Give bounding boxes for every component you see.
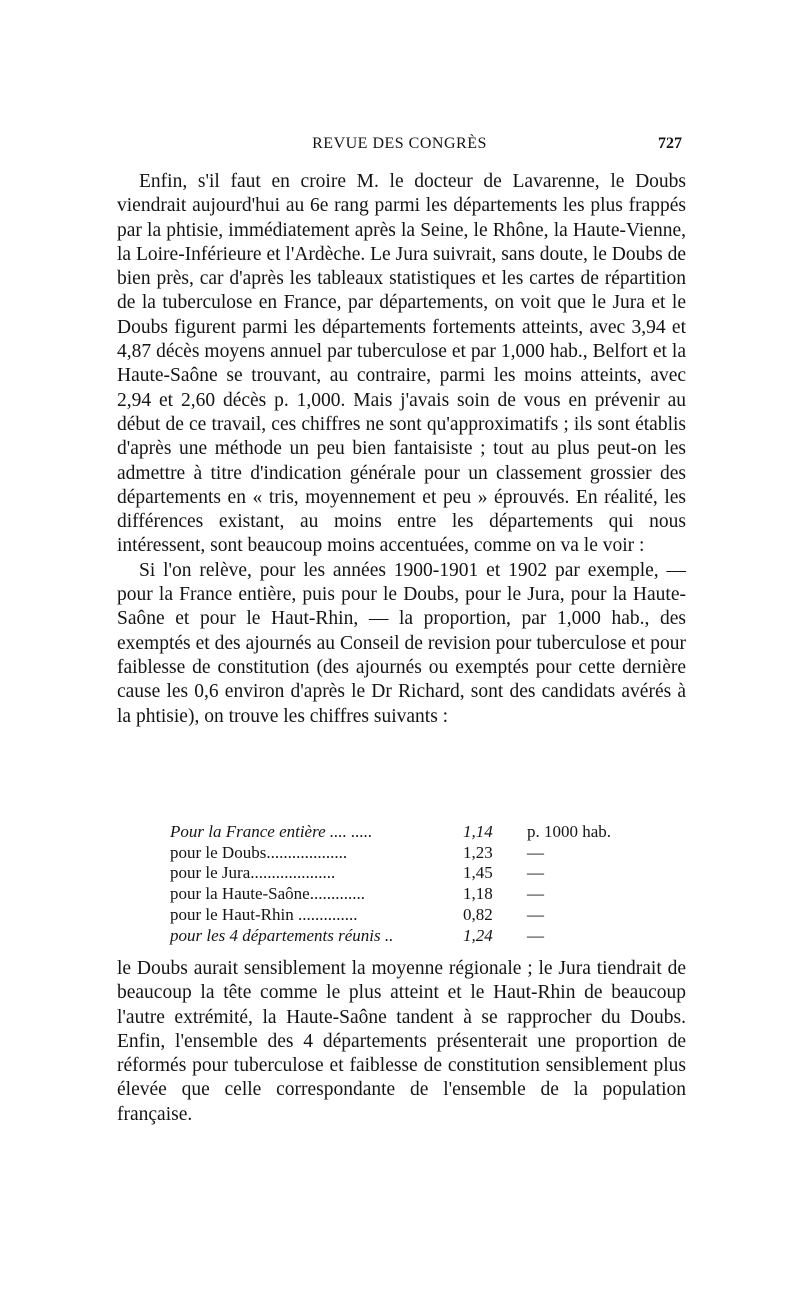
row-label: pour la Haute-Saône............. [170, 884, 365, 904]
row-value: 1,18 [463, 884, 493, 904]
row-label: pour les 4 départements réunis .. [170, 925, 394, 945]
row-unit: — [527, 884, 544, 904]
row-value: 1,23 [463, 842, 493, 862]
body-text-upper [117, 170, 686, 729]
row-unit: p. 1000 hab. [527, 822, 612, 841]
row-unit: — [527, 863, 544, 883]
running-head [117, 133, 682, 157]
row-value: 1,24 [463, 925, 493, 945]
row-unit: — [527, 842, 544, 862]
paragraph-3: le Doubs aurait sensiblement la moyenne régionale ; le Jura tiendrait de beaucoup la tête comme le plus atteint et le Haut-Rhin de beaucoup l'autre extrémité, la Haute-Saône tandent à se rapprocher du Doubs. Enfin, l'ensemble des 4 départements présenterait une proportion de réformés pour tuberculose et faiblesse de constitution sensiblement plus élevée que celle correspondante de l'ensemble de la population française. [117, 958, 686, 1125]
paragraph-1: Enfin, s'il faut en croire M. le docteur de Lavarenne, le Doubs viendrait aujourd'hui au 6e rang parmi les départements les plus frappés par la phtisie, immédiatement après la Seine, le Rhône, la Haute-Vienne, la Loire-Inférieure et l'Ardèche. Le Jura suivrait, sans doute, le Doubs de bien près, car d'après les tableaux statistiques et les cartes de répartition de la tuberculose en France, par départements, on voit que le Jura et le Doubs figurent parmi les départements fortements atteints, avec 3,94 et 4,87 décès moyens annuel par tuberculose et par 1,000 hab., Belfort et la Haute-Saône se trouvant, au contraire, parmi les moins atteints, avec 2,94 et 2,60 décès p. 1,000. Mais j'avais soin de vous en prévenir au début de ce travail, ces chiffres ne sont qu'approximatifs ; ils sont établis d'après une méthode un peu bien fantaisiste ; tout au plus peut-on les admettre à titre d'indication générale pour un classement grossier des départements en « tris, moyennement et peu » éprouvés. En réalité, les différences existant, au moins entre les départements qui nous intéressent, sont beaucoup moins accentuées, comme on va le voir : [117, 171, 686, 557]
table-row [170, 843, 611, 864]
row-unit: — [527, 925, 544, 945]
running-title: REVUE DES CONGRÈS [312, 135, 487, 152]
paragraph-2: Si l'on relève, pour les années 1900-1901 et 1902 par exemple, — pour la France entière, puis pour le Doubs, pour le Jura, pour la Haute-Saône et pour le Haut-Rhin, — la proportion, par 1,000 hab., des exemptés et des ajournés au Conseil de revision pour tuberculose et pour faiblesse de constitution (des ajournés ou exemptés pour cette dernière cause les 0,6 environ d'après le Dr Richard, sont des candidats avérés à la phtisie), on trouve les chiffres suivants : [117, 559, 686, 727]
row-label: pour le Doubs................... [170, 842, 348, 862]
table-row [170, 863, 611, 884]
row-label: Pour la France entière .... ..... [170, 822, 373, 841]
row-label: pour le Haut-Rhin .............. [170, 904, 358, 924]
table-row [170, 905, 611, 926]
page-number: 727 [658, 135, 682, 152]
table-row [170, 884, 611, 905]
table-row [170, 822, 611, 843]
row-label: pour le Jura.................... [170, 863, 336, 883]
stats-table [170, 822, 611, 946]
table-row [170, 926, 611, 947]
row-value: 1,14 [463, 822, 493, 841]
body-text-lower [117, 957, 686, 1127]
row-value: 1,45 [463, 863, 493, 883]
row-value: 0,82 [463, 904, 493, 924]
row-unit: — [527, 904, 544, 924]
